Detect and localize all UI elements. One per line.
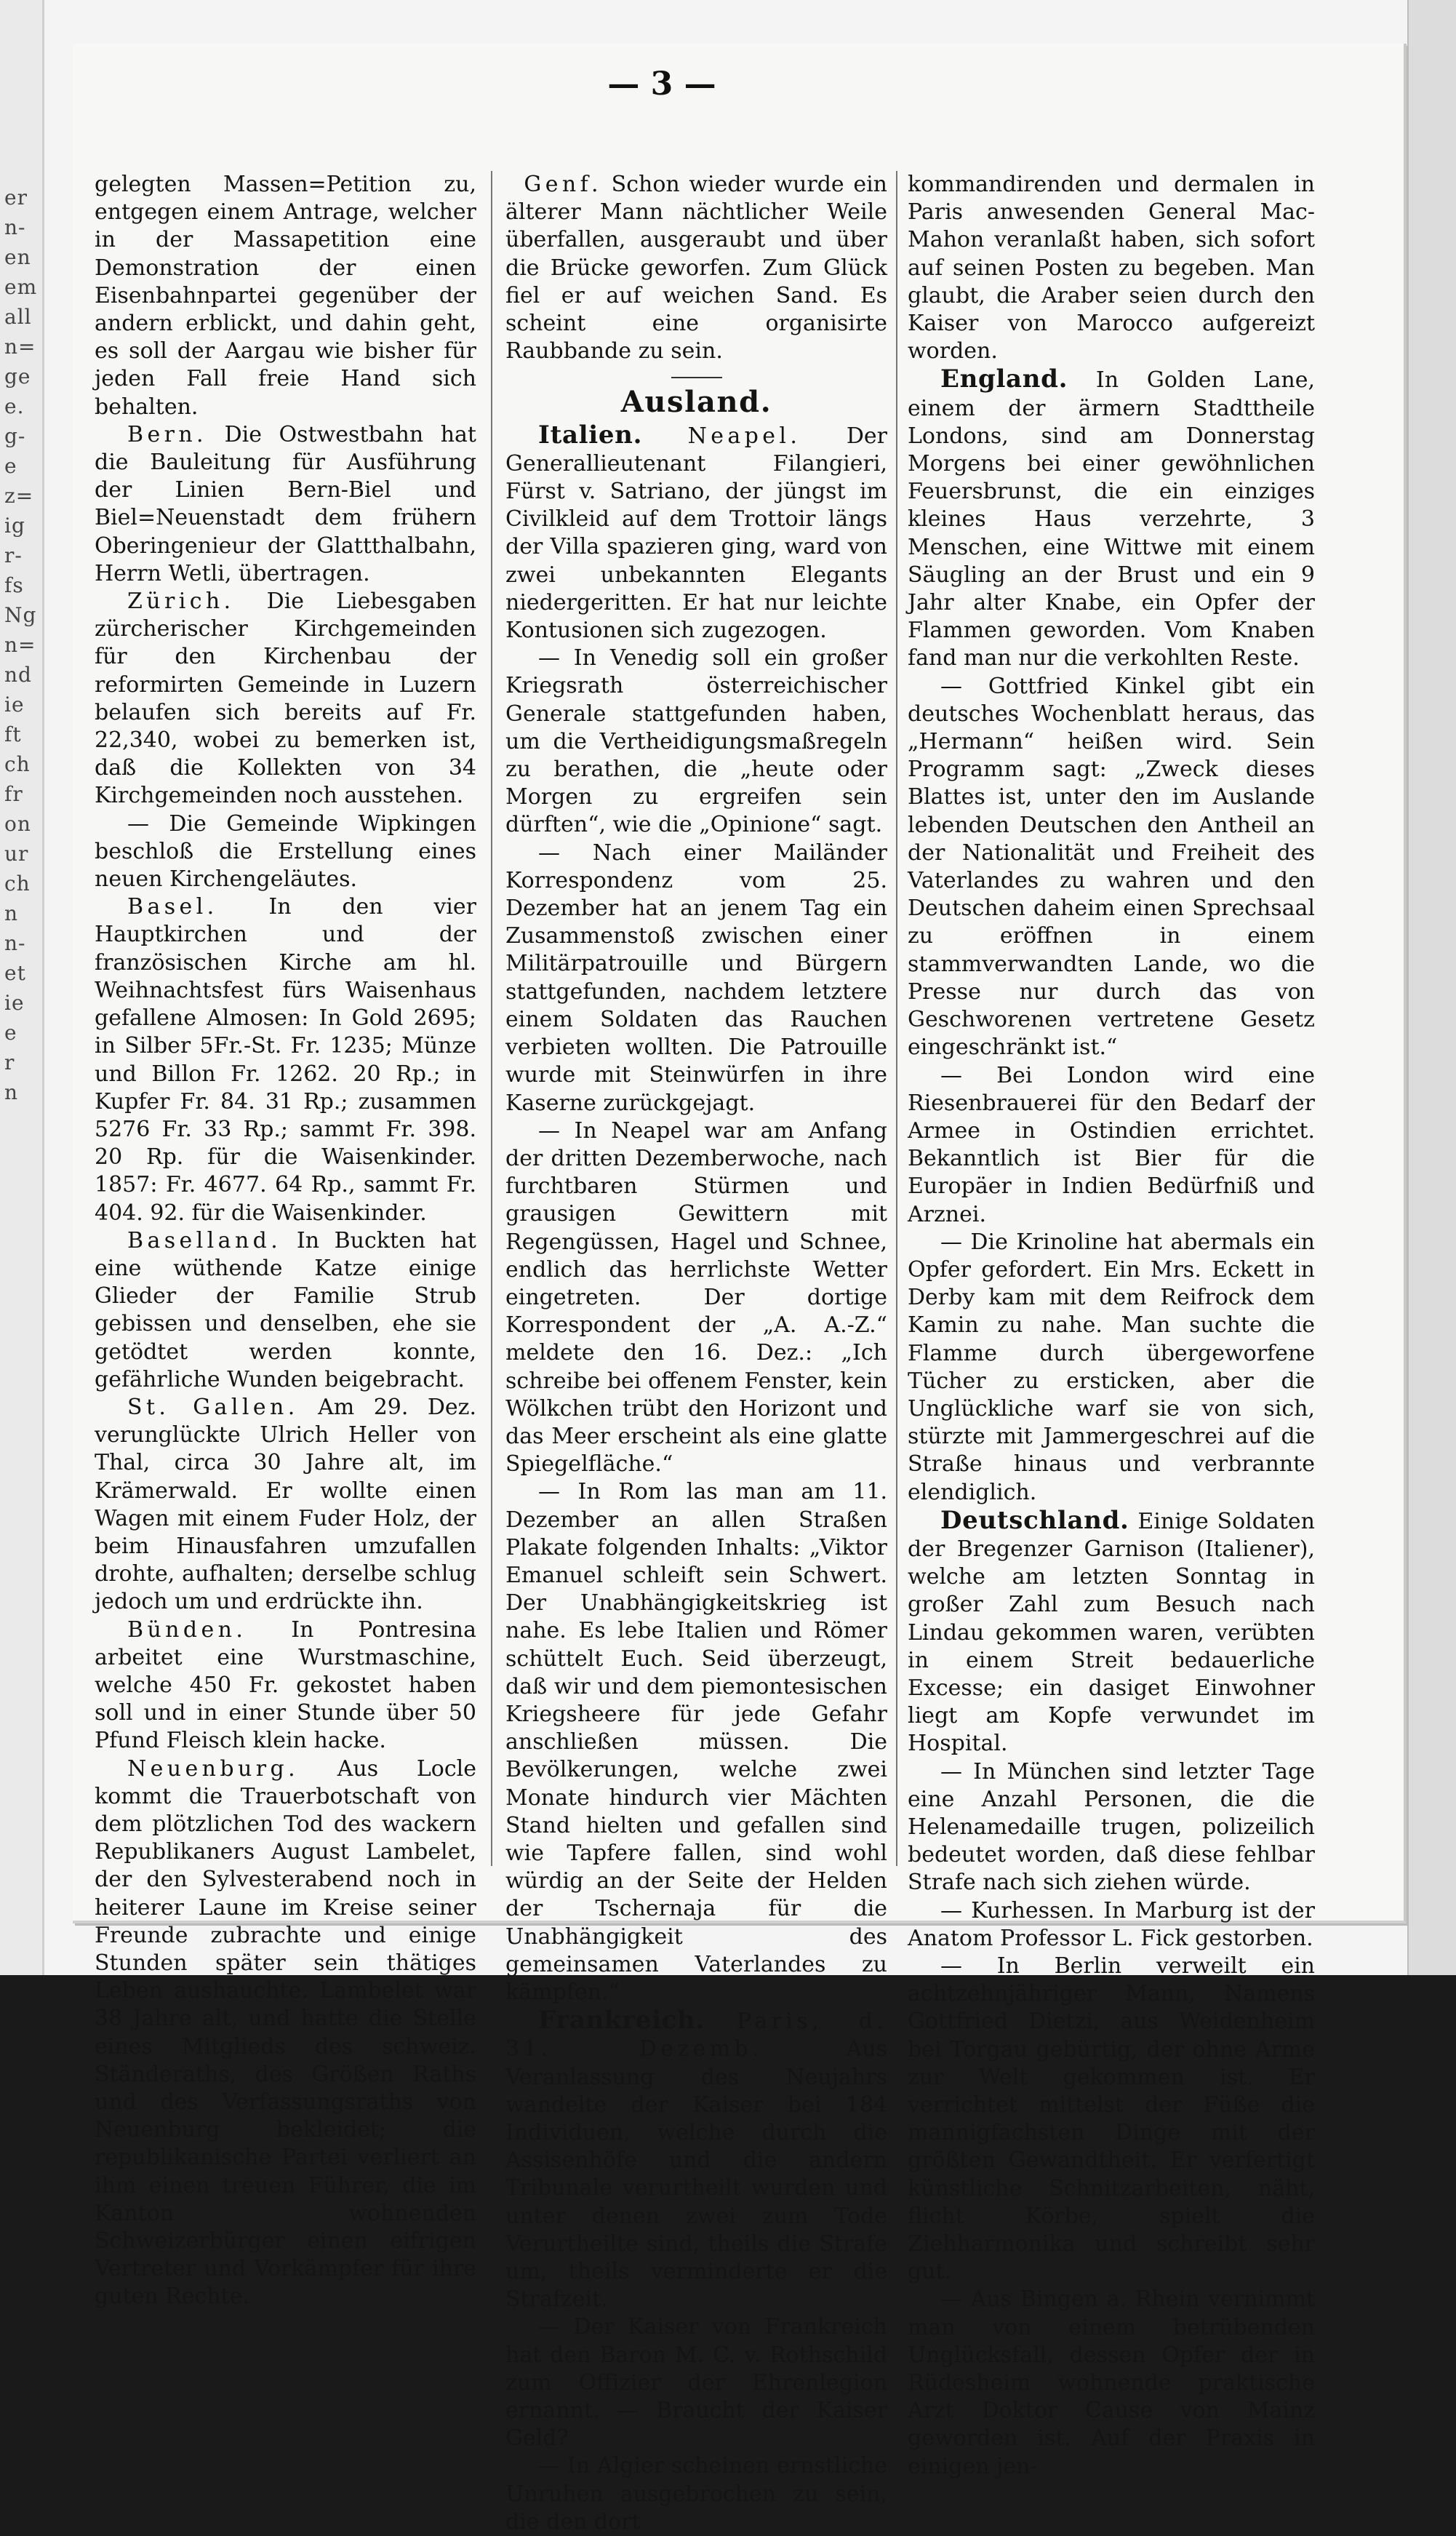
bleed-text-fragment: z=	[4, 484, 34, 508]
article	[95, 421, 476, 588]
bleed-text-fragment: n-	[4, 215, 26, 239]
article-text: Schon wieder wurde ein älterer Mann nächtlicher Weile überfallen, ausgeraubt und über die Brücke geworfen. Zum Glück fiel er auf weichen Sand. Es scheint eine organisirte Raubbande zu sein.	[505, 172, 887, 364]
article	[908, 673, 1315, 1062]
section-heading-ausland: Ausland.	[620, 385, 772, 420]
bleed-text-fragment: on	[4, 812, 31, 836]
article-text: In Golden Lane, einem der ärmern Stadttheile Londons, sind am Donnerstag Morgens bei einer gewöhnlichen Feuersbrunst, die ein einziges kleines Haus verzehrte, 3 Menschen, eine Wittwe mit einem Säugling an der Brust und ein 9 Jahr alter Knabe, ein Opfer der Flammen geworden. Vom Knaben fand man nur die verkohlten Reste.	[908, 367, 1315, 671]
previous-page-bleed	[0, 0, 44, 1975]
article	[95, 893, 476, 1227]
article	[908, 171, 1315, 365]
article	[908, 365, 1315, 672]
country-heading: Deutschland.	[940, 1505, 1129, 1535]
article-text: — In Neapel war am Anfang der dritten Dezemberwoche, nach furchtbaren Stürmen und grausigen Gewittern mit Regengüssen, Hagel und Schnee, endlich das herrlichste Wetter eingetreten. Der dortige Korrespondent der „A. A.-Z.“ meldete den 16. Dez.: „Ich schreibe bei offenem Fenster, kein Wölkchen trübt den Horizont und das Meer erscheint als eine glatte Spiegelfläche.“	[505, 1117, 887, 1478]
article	[908, 1897, 1315, 1953]
column-1	[95, 171, 477, 2310]
place-name: Baselland.	[127, 1227, 282, 1253]
article	[505, 2313, 887, 2452]
article	[908, 1758, 1315, 1897]
place-name: Genf.	[524, 172, 602, 197]
bleed-text-fragment: n=	[4, 335, 36, 359]
article-text: In Buckten hat eine wüthende Katze einige Glieder der Familie Strub gebissen und denselben, ehe sie getödtet werden konnte, gefährliche Wunden beigebracht.	[95, 1227, 476, 1392]
bleed-text-fragment: g-	[4, 424, 26, 448]
bleed-text-fragment: e.	[4, 394, 25, 418]
article-text: In den vier Hauptkirchen und der französischen Kirche am hl. Weihnachtsfest fürs Waisenhaus gefallene Almosen: In Gold 2695; in Silber 5Fr.-St. Fr. 1235; Münze und Billon Fr. 1262. 20 Rp.; in Kupfer Fr. 84. 31 Rp.; zusammen 5276 Fr. 33 Rp.; sammt Fr. 398. 20 Rp. für die Waisenkinder. 1857: Fr. 4677. 64 Rp., sammt Fr. 404. 92. für die Waisenkinder.	[95, 894, 476, 1226]
place-name: Paris, d. 31. Dezemb.	[505, 2009, 887, 2062]
place-name: Neapel.	[687, 423, 801, 449]
article-text: — Die Gemeinde Wipkingen beschloß die Erstellung eines neuen Kirchengeläutes.	[95, 810, 476, 893]
article	[908, 1062, 1315, 1229]
country-heading: Italien.	[538, 420, 643, 450]
article-text: Die Ostwestbahn hat die Bauleitung für Ausführung der Linien Bern-Biel und Biel=Neuenstadt dem frühern Oberingenieur der Glattthalbahn, Herrn Wetli, übertragen.	[95, 421, 476, 586]
article	[505, 645, 887, 839]
article	[505, 421, 887, 645]
article-text: kommandirenden und dermalen in Paris anwesenden General Mac-Mahon veranlaßt haben, sich sofort auf seinen Posten zu begeben. Man glaubt, die Araber seien durch den Kaiser von Marocco aufgereizt worden.	[908, 172, 1315, 364]
bleed-text-fragment: n	[4, 1080, 19, 1104]
article	[95, 1755, 476, 2311]
article-text: — Der Kaiser von Frankreich hat den Baron M. C. v. Rothschild zum Offizier der Ehrenlegion ernannt. — Braucht der Kaiser Geld?	[505, 2314, 887, 2452]
bleed-text-fragment: ig	[4, 514, 25, 538]
column-rule	[491, 171, 492, 1866]
place-name: Bünden.	[127, 1616, 247, 1643]
article-text: — Gottfried Kinkel gibt ein deutsches Wochenblatt heraus, das „Hermann“ heißen wird. Sein Programm sagt: „Zweck dieses Blattes ist, unter den im Auslande lebenden Deutschen den Antheil an der Nationalität und Freiheit des Vaterlandes zu wahren und den Deutschen daheim einen Sprechsaal zu eröffnen in einem stammverwandten Lande, wo die Presse nur durch das von Geschworenen vertretene Gesetz eingeschränkt ist.“	[908, 673, 1315, 1061]
bleed-text-fragment: em	[4, 275, 38, 299]
article-text: Am 29. Dez. verunglückte Ulrich Heller von Thal, circa 30 Jahre alt, im Krämerwald. Er wollte einen Wagen mit einem Fuder Holz, der beim Hinausfahren umzufallen drohte, aufhalten; derselbe schlug jedoch um und erdrückte ihn.	[95, 1394, 477, 1615]
article	[95, 810, 476, 894]
article-text: — In Berlin verweilt ein achtzehnjähriger Mann, Namens Gottfried Dietzi, aus Weidenheim bei Torgau gebürtig, der ohne Arme zur Welt gekommen ist. Er verrichtet mittelst der Füße die mannigfachsten Dinge mit der größten Gewandtheit. Er verfertigt künstliche Schnitzarbeiten, näht, flicht Körbe, spielt die Ziehharmonika und schreibt sehr gut.	[908, 1953, 1315, 2285]
bleed-text-fragment: ft	[4, 722, 22, 746]
bleed-text-fragment: fs	[4, 573, 24, 597]
page-number: — 3 —	[607, 65, 716, 103]
bleed-text-fragment: fr	[4, 782, 23, 806]
article-text: — Die Krinoline hat abermals ein Opfer gefordert. Ein Mrs. Eckett in Derby kam mit dem Reifrock dem Kamin zu nahe. Man suchte die Flamme durch übergeworfene Tücher zu ersticken, aber die Unglückliche warf sie von sich, stürzte mit Jammergeschrei auf die Straße hinaus und verbrannte elendiglich.	[908, 1229, 1315, 1505]
article-text: Einige Soldaten der Bregenzer Garnison (Italiener), welche am letzten Sonntag in großer Zahl zum Besuch nach Lindau gekommen waren, verübten in einem Streit bedauerliche Excesse; ein dasiget Einwohner liegt am Kopfe verwundet im Hospital.	[908, 1508, 1315, 1757]
place-name: Neuenburg.	[127, 1755, 300, 1782]
place-name: Bern.	[127, 421, 207, 447]
place-name: Basel.	[127, 894, 218, 920]
article-text: Die Liebesgaben zürcherischer Kirchgemeinden für den Kirchenbau der reformirten Gemeinde in Luzern belaufen sich bereits auf Fr. 22,340, wobei zu bemerken ist, daß die Kollekten von 34 Kirchgemeinden noch ausstehen.	[95, 589, 476, 809]
article-text: In Pontresina arbeitet eine Wurstmaschine, welche 450 Fr. gekostet haben soll und in einer Stunde über 50 Pfund Fleisch klein hacke.	[95, 1616, 476, 1754]
bleed-text-fragment: er	[4, 186, 28, 210]
article-text: — Nach einer Mailänder Korrespondenz vom 25. Dezember hat an jenem Tag ein Zusammenstoß zwischen einer Militärpatrouille und Bürgern stattgefunden, nachdem letztere einem Soldaten das Rauchen verbieten wollten. Die Patrouille wurde mit Steinwürfen in ihre Kaserne zurückgejagt.	[505, 840, 887, 1116]
article	[908, 1507, 1315, 1758]
bleed-text-fragment: en	[4, 245, 31, 269]
book-edge	[1407, 0, 1456, 1975]
article	[908, 2286, 1315, 2480]
country-heading: England.	[940, 364, 1068, 394]
place-name: Zürich.	[127, 589, 235, 615]
article-text: Aus Veranlassung des Neujahrs wandelte der Kaiser bei 184 Individuen, welche durch die Assisenhöfe und die andern Tribunale verurtheilt wurden und unter denen zwei zum Tode Verurtheilte sind, theils die Strafe um, theils verminderte er die Strafzeit.	[505, 2036, 887, 2313]
article-text: — Kurhessen. In Marburg ist der Anatom Professor L. Fick gestorben.	[908, 1897, 1315, 1951]
bleed-text-fragment: n=	[4, 633, 36, 657]
bleed-text-fragment: ie	[4, 991, 25, 1015]
article-text: — Bei London wird eine Riesenbrauerei für den Bedarf der Armee in Ostindien errichtet. Bekanntlich ist Bier für die Europäer in Indien Bedürfniß und Arznei.	[908, 1062, 1315, 1227]
article	[908, 1953, 1315, 2286]
article	[505, 1117, 887, 1479]
bleed-text-fragment: r	[4, 1050, 15, 1074]
bleed-text-fragment: all	[4, 305, 32, 329]
article	[95, 171, 476, 421]
article	[95, 1394, 476, 1616]
article	[908, 1229, 1315, 1507]
place-name: St. Gallen.	[127, 1394, 299, 1420]
column-2	[505, 171, 887, 2535]
article-text: — In Rom las man am 11. Dezember an allen Straßen Plakate folgenden Inhalts: „Viktor Emanuel schleift sein Schwert. Der Unabhängigkeitskrieg ist nahe. Es lebe Italien und Römer schüttelt Euch. Seid überzeugt, daß wir und dem piemontesischen Kriegsheere für jede Gefahr anschließen müssen. Die Bevölkerungen, welche zwei Monate hindurch vier Mächten Stand hielten und gefallen sind wie Tapfere fallen, sind wohl würdig an der Seite der Helden der Tschernaja für die Unabhängigkeit des gemeinsamen Vaterlandes zu kämpfen.“	[505, 1479, 887, 2005]
bleed-text-fragment: e	[4, 454, 17, 478]
column-2-articles	[505, 421, 887, 2536]
article-text: gelegten Massen=Petition zu, entgegen einem Antrage, welcher in der Massapetition eine Demonstration der einen Eisenbahnpartei gegenüber der andern erblickt, und dahin geht, es soll der Aargau wie bisher für jeden Fall freie Hand sich behalten.	[95, 172, 476, 420]
bleed-text-fragment: Ng	[4, 603, 37, 627]
bleed-text-fragment: nd	[4, 663, 32, 687]
bleed-text-fragment: ch	[4, 872, 31, 896]
article	[95, 1227, 476, 1394]
bleed-text-fragment: ch	[4, 752, 31, 776]
column-3	[908, 171, 1315, 2479]
bleed-text-fragment: et	[4, 961, 26, 985]
article-text: Der Generallieutenant Filangieri, Fürst v. Satriano, der jüngst im Civilkleid auf dem Trottoir längs der Villa spazieren ging, ward von zwei unbekannten Elegants niedergeritten. Er hat nur leichte Kontusionen sich zugezogen.	[505, 423, 887, 644]
article-genf	[505, 171, 887, 365]
column-rule	[896, 171, 897, 1866]
article	[95, 588, 476, 810]
article	[505, 2006, 887, 2313]
article-text: Aus Locle kommt die Trauerbotschaft von dem plötzlichen Tod des wackern Republikaners August Lambelet, der den Sylvesterabend noch in heiterer Laune im Kreise seiner Freunde zubrachte und einige Stunden später sein thätiges Leben aushauchte. Lambelet war 38 Jahre alt, und hatte die Stelle eines Mitglieds des schweiz. Ständeraths, des Größen Raths und des Verfassungsraths von Neuenburg bekleidet; die republikanische Partei verliert an ihm einen treuen Führer, die im Kanton wohnenden Schweizerbürger einen eifrigen Vertreter und Vorkämpfer für ihre guten Rechte.	[95, 1755, 476, 2310]
article-text: — In München sind letzter Tage eine Anzahl Personen, die die Helenamedaille trugen, polizeilich bedeutet worden, daß diese fehlbar Strafe nach sich ziehen würde.	[908, 1758, 1315, 1896]
article	[505, 840, 887, 1117]
article	[95, 1616, 476, 1755]
article-text: — In Venedig soll ein großer Kriegsrath österreichischer Generale stattgefunden haben, um die Vertheidigungsmaßregeln zu berathen, die „heute oder Morgen zu ergreifen sein dürften“, wie die „Opinione“ sagt.	[505, 645, 887, 838]
country-heading: Frankreich.	[538, 2006, 705, 2035]
article-text: — Aus Bingen a. Rhein vernimmt man von einem betrübenden Unglücksfall, dessen Opfer der in Rüdesheim wohnende praktische Arzt Doktor Cause von Mainz geworden ist. Auf der Praxis in einigen jen-	[908, 2286, 1315, 2479]
bleed-text-fragment: n-	[4, 931, 26, 955]
bleed-text-fragment: e	[4, 1021, 17, 1045]
section-divider	[671, 377, 722, 378]
article	[505, 2452, 887, 2536]
article-text: — In Algier scheinen ernstliche Unruhen ausgebrochen zu sein, die den dort	[505, 2453, 887, 2535]
article	[505, 1478, 887, 2006]
bleed-text-fragment: ie	[4, 693, 25, 717]
bleed-text-fragment: ge	[4, 364, 31, 388]
bleed-text-fragment: r-	[4, 543, 23, 567]
bleed-text-fragment: n	[4, 901, 19, 925]
bleed-text-fragment: ur	[4, 842, 29, 866]
